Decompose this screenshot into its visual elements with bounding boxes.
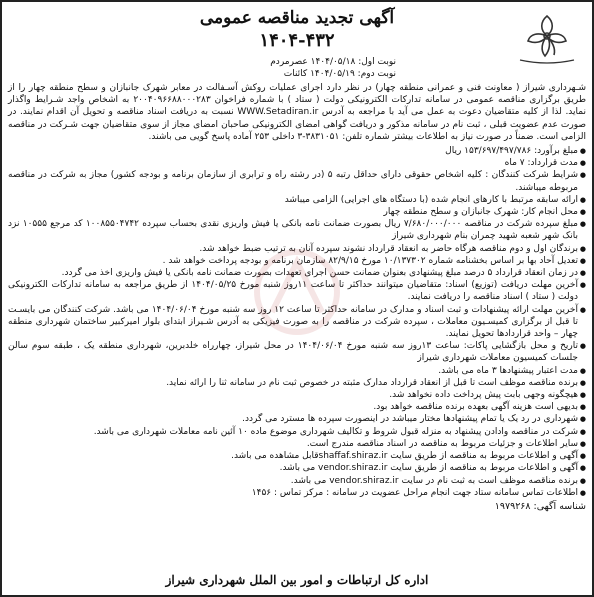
list-item: ● شرایط شرکت کنندگان : کلیه اشخاص حقوقی دارای حداقل رتبه ۵ (در رشته راه و ترابری از سازمان برنامه و بودجه کشور) مجاز به شرکت در مناقصه مربوطه میباشند.: [8, 169, 586, 193]
list-item: ● مبلغ سپرده شرکت در مناقصه ۷/۶۸۰/۰۰۰/۰۰۰ ریال بصورت ضمانت نامه بانکی یا فیش واریزی نقدی بحساب سپرده ۱۰۰۸۵۵۰۴۷۴۲ کد مرجع ۱۰۵۵۵ نزد بانک شهر شعبه شهید چمران بنام شهرداری شیراز: [8, 218, 586, 242]
first-publication: نوبت اول: ۱۴۰۴/۰۵/۱۸ عصرمردم: [270, 57, 396, 67]
list-item: ● مدت اعتبار پیشنهادها ۳ ماه می باشد.: [8, 365, 586, 377]
list-item: ● آخرین مهلت ارائه پیشنهادات و ثبت اسناد و مدارک در سامانه حداکثر تا ساعت ۱۲ روز سه شنبه مورخ ۱۴۰۴/۰۶/۰۴ می باشد. شرکت کنندگان می بایسـت تا قبل از برگزاری کمیسـیون معاملات ، سپرده شرکت در مناقصه را به صورت فیزیکی به آدرس شـیراز ابتدای بلوار امیرکبیر ساختمان شهرداری منطقه چهار – واحد قراردادها تحویل نمایند.: [8, 304, 586, 341]
ad-id: شناسه آگهی: ۱۹۷۹۲۶۸: [494, 500, 586, 512]
list-item: ● تاریخ و محل بازگشایی پاکات: ساعت ۱۳روز سه شنبه مورخ ۱۴۰۴/۰۶/۰۴ در محل شیراز، چهارراه خلدبرین، شهرداری منطقه یک ، طبقه سوم سالن جلسات کمیسیون معاملات شهرداری شیراز: [8, 340, 586, 364]
list-item: ● در زمان انعقاد قرارداد ۵ درصد مبلغ پیشنهادی بعنوان ضمانت حسن اجرای تعهدات بصورت ضمانت نامه بانکی یا فیش واریزی اخذ می گردد.: [8, 267, 586, 279]
list-item: ● مدت قرارداد: ۷ ماه: [8, 157, 586, 169]
list-item: ● آگهی و اطلاعات مربوط به مناقصه از طریق سایت shaffaf.shiraz.irقابل مشاهده می باشد.: [8, 450, 586, 462]
list-item: ● شرکت در مناقصه وادادن پیشنهاد به منزله قبول شروط و تکالیف شهرداری موضوع ماده ۱۰ آئین نامه معاملات شهرداری می باشد.: [8, 426, 586, 438]
list-item: ● آخرین مهلت دریافت (توزیع) اسناد: متقاضیان میتوانند حداکثر تا ساعت ۱۱روز شنبه مورخ ۱۴۰۴/۰۵/۲۵ از طریق مراجعه به سامانه تدارکات الکترونیکی دولت ( ستاد ) اسناد مناقصه را دریافت نمایند.: [8, 279, 586, 303]
list-item: ● برنده مناقصه موظف است به ثبت نام در سایت vendor.shiraz.ir می باشد.: [8, 475, 586, 487]
list-item: ● اطلاعات تماس سامانه ستاد جهت انجام مراحل عضویت در سامانه : مرکز تماس : ۱۴۵۶: [8, 487, 586, 499]
list-item: ● شهرداری در رد یک یا تمام پیشنهادها مختار میباشد در اینصورت سپرده ها مسترد می گردد.: [8, 413, 586, 425]
signature: اداره کل ارتباطات و امور بین الملل شهرداری شیراز: [165, 573, 429, 587]
list-item: ● آگهی و اطلاعات مربوط به مناقصه از طریق سایت vendor.shiraz.ir می باشد.: [8, 462, 586, 474]
list-item: ● تعدیل آحاد بها بر اساس بخشنامه شماره ۱۰/۱۳۷۳۰۲ مورخ ۸۲/۹/۱۵ سازمان برنامه و بودجه پرداخت خواهد شد .: [8, 255, 586, 267]
list-item: ● برنده مناقصه موظف است تا قبل از انعقاد قرارداد مدارک مثبته در خصوص ثبت نام در سامانه ثنا را ارائه نماید.: [8, 377, 586, 389]
list-item: ● مبلغ برآورد: ۱۵۳/۶۹۷/۴۹۷/۷۸۶ ریال: [8, 145, 586, 157]
publication-dates: [270, 56, 396, 80]
second-publication: نوبت دوم: ۱۴۰۴/۰۵/۱۹ کائنات: [283, 69, 396, 79]
notice-title: آگهی تجدید مناقصه عمومی: [199, 8, 395, 28]
intro-paragraph: شـهرداری شیراز ( معاونت فنی و عمرانی منطقه چهار) در نظر دارد اجرای عملیات روکش آسـفالت در معابر شهرک جانبازان و سطح منطقه چهار را از طریق برگزاری مناقصه عمومی در سامانه تدارکات الکترونیکی دولت ( ستاد ) با شماره فراخوان ۲۰۰۴۰۹۶۶۸۸۰۰۰۲۸۳ به اشخاص واجد شـرایط واگذار نماید. لذا از کلیه متقاضیان دعوت به عمل می آید با مراجعه به آدرس WWW.Setadiran.ir نسبت به دریافت اسناد مناقصه و تحویل آن اقدام نمایند. در صورت عدم عضویت قبلی ، ثبت نام در سامانه مذکور و دریافت گواهی امضای الکترونیکی صاحبان امضای مجاز از سوی متقاضیان جهت شـرکت در مناقصه الزامی است. ضمناً در صورت نیاز به اطلاعات بیشتر شماره تلفن: ۳۸۳۱۰۵۱-۳ داخلی ۲۵۳ آماده پاسخ گویی می باشند.: [8, 83, 587, 142]
list-item: ● بدیهی است هزینه آگهی بعهده برنده مناقصه خواهد بود.: [8, 401, 586, 413]
list-item: ● برندگان اول و دوم مناقصه هرگاه حاضر به انعقاد قرارداد نشوند سپرده آنان به ترتیب ضبط خواهد شد.: [8, 243, 586, 255]
list-item: ● محل انجام کار: شهرک جانبازان و سطح منطقه چهار: [8, 206, 586, 218]
list-item: ● ارائه سابقه مرتبط با کارهای انجام شده (با دستگاه های اجرایی) الزامی میباشد: [8, 194, 586, 206]
list-item: ● سایر اطلاعات و جزئیات مربوط به مناقصه در اسناد مناقصه مندرج است.: [8, 438, 586, 450]
conditions-list: [8, 145, 586, 499]
notice-header: [8, 6, 586, 80]
tender-number: ۱۴۰۴-۴۳۲: [259, 30, 335, 51]
list-item: ● هیچگونه وجهی بابت پیش پرداخت داده نخواهد شد.: [8, 389, 586, 401]
